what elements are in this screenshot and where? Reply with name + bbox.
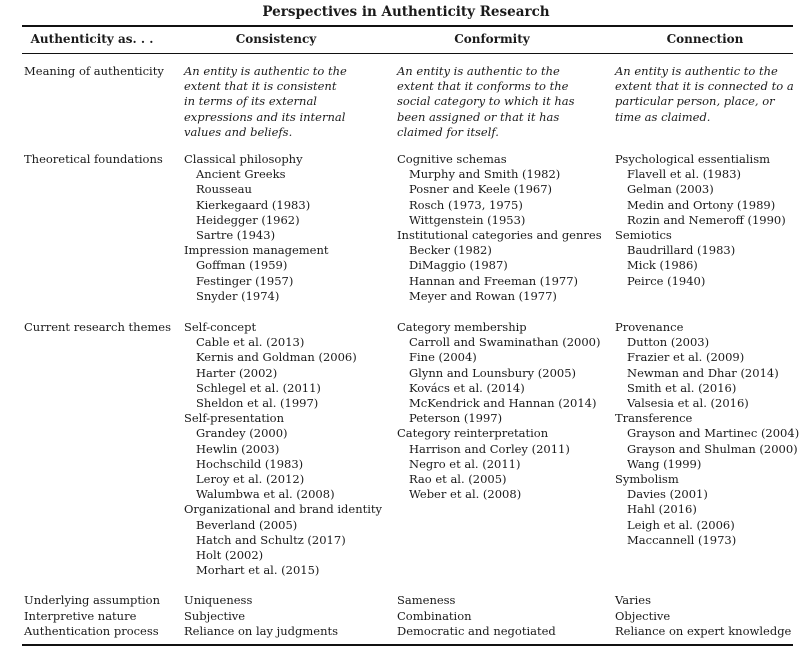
reference-item: Glynn and Lounsbury (2005) [409,365,577,380]
subheading-item: Classical philosophy [184,152,303,166]
subheading-item: Provenance [615,320,684,334]
reference-item: Heidegger (1962) [196,212,300,227]
reference-item: Rozin and Nemeroff (1990) [627,212,786,227]
reference-item: Hannan and Freeman (1977) [409,273,579,288]
meaning-connection [615,64,794,125]
themes-consistency [184,320,382,578]
themes-conformity [397,320,600,502]
subheading-item: Transference [615,411,693,426]
row-label-authentication: Authentication process [24,624,159,638]
theory-consistency [184,152,329,304]
reference-item: Hochschild (1983) [196,456,304,471]
reference-item: Grayson and Shulman (2000) [627,441,798,456]
row-label-assumption: Underlying assumption [24,593,161,607]
meaning-conformity [397,64,575,140]
reference-item: Medin and Ortony (1989) [627,197,776,212]
reference-item: Meyer and Rowan (1977) [409,288,557,303]
subheading-item: Cognitive schemas [397,152,507,166]
authentication-consistency: Reliance on lay judgments [184,624,338,638]
reference-item: Frazier et al. (2009) [627,350,745,365]
subheading-item: Psychological essentialism [615,152,771,166]
reference-item: Snyder (1974) [196,288,280,303]
definition-line: An entity is authentic to the [184,64,347,78]
header-rule [22,53,793,54]
reference-item: Grandey (2000) [196,426,288,441]
reference-item: Peterson (1997) [409,411,503,426]
reference-item: Walumbwa et al. (2008) [196,487,335,502]
reference-item: Maccannell (1973) [627,532,737,547]
bottom-rule [22,644,793,646]
top-rule [22,25,793,27]
definition-line: particular person, place, or [615,94,775,109]
reference-item: Wang (1999) [627,456,702,471]
definition-line: time as claimed. [615,109,711,124]
reference-item: DiMaggio (1987) [409,258,508,273]
subheading-item: Symbolism [615,472,679,487]
reference-item: Sheldon et al. (1997) [196,396,319,411]
table-title: Perspectives in Authenticity Research [262,4,550,20]
reference-item: Smith et al. (2016) [627,380,737,395]
reference-item: Posner and Keele (1967) [409,182,553,197]
subheading-item: Institutional categories and genres [397,228,602,243]
reference-item: Wittgenstein (1953) [409,212,526,227]
nature-conformity: Combination [397,609,472,623]
reference-item: Morhart et al. (2015) [196,563,320,578]
reference-item: Ancient Greeks [196,167,286,182]
reference-item: Kierkegaard (1983) [196,197,311,212]
definition-line: social category to which it has [397,94,575,109]
reference-item: Sartre (1943) [196,228,276,243]
reference-item: Rao et al. (2005) [409,472,507,487]
assumption-consistency: Uniqueness [184,593,253,607]
reference-item: Dutton (2003) [627,335,710,350]
definition-line: extent that it is consistent [184,79,337,94]
reference-item: Carroll and Swaminathan (2000) [409,335,601,350]
reference-item: Leigh et al. (2006) [627,517,735,532]
meaning-consistency [184,64,347,140]
reference-item: Goffman (1959) [196,258,288,273]
definition-line: An entity is authentic to the [615,64,778,78]
reference-item: Schlegel et al. (2011) [196,380,321,395]
reference-item: Rousseau [196,182,252,197]
reference-item: Harter (2002) [196,365,278,380]
subheading-item: Category membership [397,320,527,334]
themes-connection [615,320,799,548]
reference-item: Leroy et al. (2012) [196,472,305,487]
reference-item: Kovács et al. (2014) [409,380,525,395]
reference-item: Hahl (2016) [627,502,697,517]
authentication-connection: Reliance on expert knowledge [615,624,792,638]
reference-item: Flavell et al. (1983) [627,167,741,182]
reference-item: Hewlin (2003) [196,441,280,456]
reference-item: Mick (1986) [627,258,698,273]
reference-item: Grayson and Martinec (2004) [627,426,800,441]
nature-connection: Objective [615,609,671,623]
row-label-nature: Interpretive nature [24,609,137,623]
assumption-conformity: Sameness [397,593,456,607]
theory-conformity [397,152,602,304]
reference-item: Negro et al. (2011) [409,456,521,471]
reference-item: Rosch (1973, 1975) [409,197,523,212]
reference-item: Fine (2004) [409,350,477,365]
nature-consistency: Subjective [184,609,246,623]
reference-item: Cable et al. (2013) [196,335,305,350]
reference-item: Hatch and Schultz (2017) [196,532,346,547]
subheading-item: Organizational and brand identity [184,502,383,517]
definition-line: been assigned or that it has [397,109,560,124]
reference-item: McKendrick and Hannan (2014) [409,396,597,411]
reference-item: Valsesia et al. (2016) [627,396,749,411]
assumption-connection: Varies [615,593,651,607]
subheading-item: Category reinterpretation [397,426,549,441]
reference-item: Murphy and Smith (1982) [409,167,561,182]
subheading-item: Self-presentation [184,411,284,426]
reference-item: Festinger (1957) [196,273,294,288]
reference-item: Davies (2001) [627,487,708,502]
subheading-item: Impression management [184,243,329,258]
header-conformity: Conformity [454,32,530,46]
definition-line: expressions and its internal [184,109,346,124]
header-consistency: Consistency [235,32,317,46]
subheading-item: Self-concept [184,320,257,334]
reference-item: Beverland (2005) [196,517,298,532]
reference-item: Holt (2002) [196,548,264,563]
definition-line: values and beliefs. [184,124,293,139]
reference-item: Harrison and Corley (2011) [409,441,570,456]
row-label-themes: Current research themes [24,320,172,334]
row-label-theory: Theoretical foundations [24,152,163,166]
authentication-conformity: Democratic and negotiated [397,624,556,638]
theory-connection [615,152,786,289]
definition-line: extent that it conforms to the [397,79,569,94]
definition-line: in terms of its external [184,94,317,109]
reference-item: Gelman (2003) [627,182,714,197]
subheading-item: Semiotics [615,228,672,243]
header-authenticity-as: Authenticity as. . . [30,32,154,46]
reference-item: Newman and Dhar (2014) [627,365,779,380]
reference-item: Weber et al. (2008) [409,487,522,502]
definition-line: An entity is authentic to the [397,64,560,78]
header-connection: Connection [666,32,744,46]
reference-item: Becker (1982) [409,243,492,258]
definition-line: claimed for itself. [397,124,499,139]
reference-item: Kernis and Goldman (2006) [196,350,357,365]
definition-line: extent that it is connected to a [615,79,794,94]
row-label-meaning: Meaning of authenticity [24,64,164,78]
reference-item: Peirce (1940) [627,273,706,288]
reference-item: Baudrillard (1983) [627,243,736,258]
